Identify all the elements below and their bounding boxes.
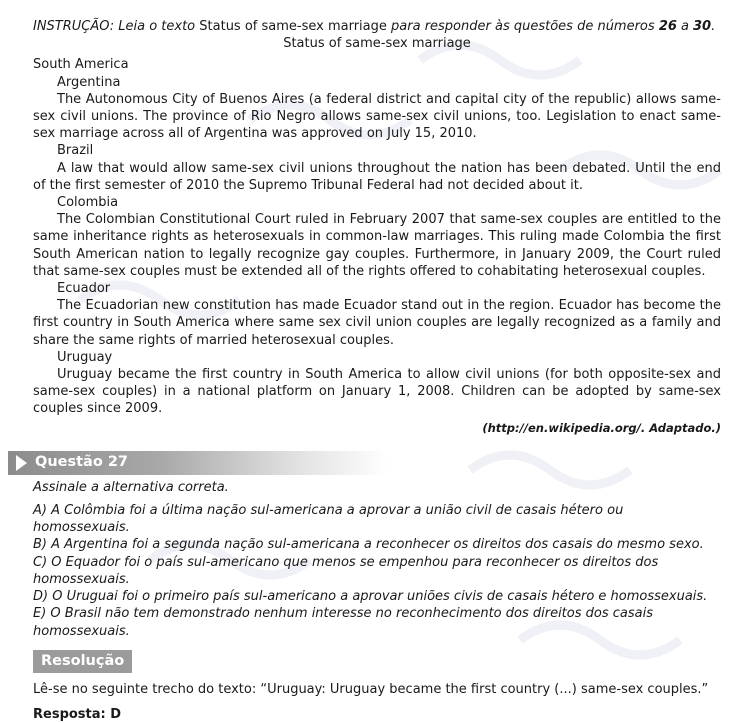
- option-a: A) A Colômbia foi a última nação sul-americana a aprovar a união civil de casais hétero ou homossexuais.: [33, 503, 624, 536]
- instruction-text-title: Status of same-sex marriage: [199, 19, 387, 34]
- play-triangle-icon: [16, 455, 27, 471]
- article-title: Status of same-sex marriage: [283, 36, 471, 52]
- source-citation: (http://en.wikipedia.org/. Adaptado.): [482, 420, 721, 435]
- section-brazil: [33, 142, 721, 194]
- section-colombia: [33, 194, 721, 280]
- section-ecuador: [33, 280, 721, 349]
- section-country: Uruguay: [57, 349, 113, 365]
- section-text: A law that would allow same-sex civil unions throughout the nation has been debated. Until the end of the first semester of 2010 the Supremo Tribunal Federal had not decided about it.: [33, 160, 721, 193]
- instruction-prefix: INSTRUÇÃO: Leia o texto: [33, 19, 196, 34]
- document-page: [33, 0, 721, 723]
- question-label: Questão 27: [35, 454, 129, 471]
- instruction-line: [33, 18, 721, 35]
- resolution-header: Resolução: [33, 650, 132, 673]
- section-country: Colombia: [57, 195, 119, 211]
- options-list: [33, 502, 721, 640]
- option-e: E) O Brasil não tem demonstrado nenhum interesse no reconhecimento dos direitos dos casais homossexuais.: [33, 606, 653, 639]
- instruction-num2: 30: [693, 19, 712, 34]
- section-country: Brazil: [57, 143, 94, 159]
- option-b: B) A Argentina foi a segunda nação sul-americana a reconhecer os direitos dos casais do mesmo sexo.: [33, 537, 704, 553]
- instruction-conj: a: [681, 19, 690, 34]
- answer-line: Resposta: D: [33, 707, 122, 723]
- instruction-num1: 26: [658, 19, 677, 34]
- question-header: [8, 451, 388, 475]
- section-country: Argentina: [57, 74, 121, 90]
- resolution-text: Lê-se no seguinte trecho do texto: “Uruguay: Uruguay became the first country (...) same-sex couples.”: [33, 681, 709, 697]
- option-d: D) O Uruguai foi o primeiro país sul-americano a aprovar uniões civis de casais hétero e homossexuais.: [33, 589, 708, 605]
- section-country: Ecuador: [57, 281, 111, 297]
- section-text: The Autonomous City of Buenos Aires (a federal district and capital city of the republic) allows same-sex civil unions. The province of Rio Negro allows same-sex civil unions, too. Legislation to enact same-sex marriage across all of Argentina was approved on July 15, 2010.: [33, 91, 721, 142]
- question-prompt: Assinale a alternativa correta.: [33, 479, 229, 495]
- section-argentina: [33, 74, 721, 143]
- section-text: The Colombian Constitutional Court ruled in February 2007 that same-sex couples are entitled to the same inheritance rights as heterosexuals in common-law marriages. This ruling made Colombia the first South American nation to legally recognize gay couples. Furthermore, in January 2009, the Court ruled that same-sex couples must be extended all of the rights offered to cohabitating heterosexual couples.: [33, 212, 721, 279]
- section-text: Uruguay became the first country in South America to allow civil unions (for both opposite-sex and same-sex couples) in a national platform on January 1, 2008. Children can be adopted by same-sex couples since 2009.: [33, 367, 721, 417]
- section-text: The Ecuadorian new constitution has made Ecuador stand out in the region. Ecuador has become the first country in South America where same sex civil union couples are legally recognized as a family and share the same rights of married heterosexual couples.: [33, 298, 721, 348]
- section-uruguay: [33, 349, 721, 418]
- article-region: South America: [33, 57, 129, 73]
- option-c: C) O Equador foi o país sul-americano que menos se empenhou para reconhecer os direitos dos homossexuais.: [33, 554, 659, 587]
- instruction-end: .: [711, 19, 716, 34]
- instruction-middle: para responder às questões de números: [391, 19, 655, 34]
